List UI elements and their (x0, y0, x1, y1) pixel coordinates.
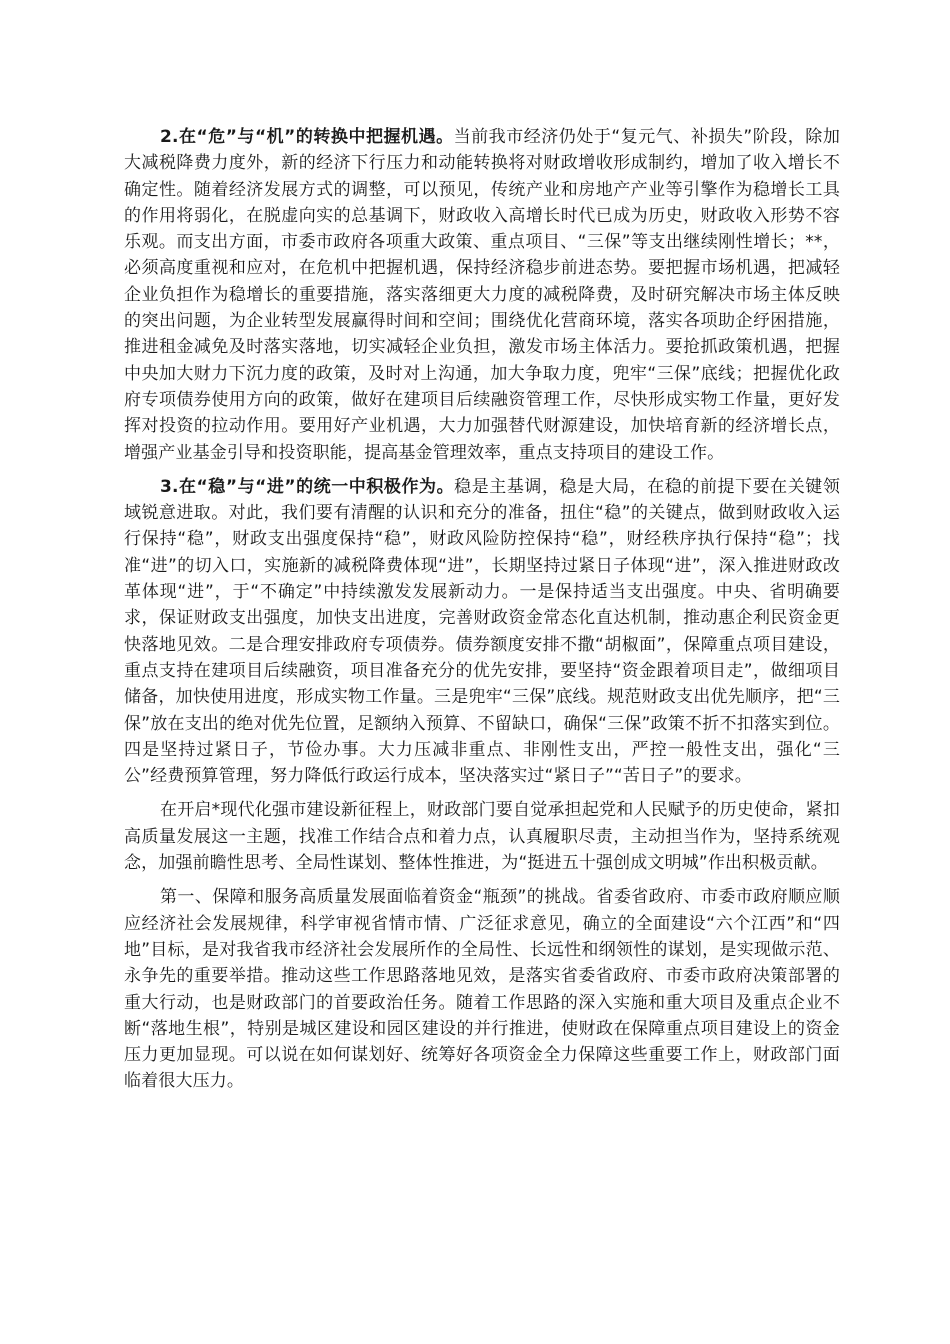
paragraph-heading: 2.在“危”与“机”的转换中把握机遇。 (160, 127, 454, 147)
paragraph-body: 当前我市经济仍处于“复元气、补损失”阶段，除加大减税降费力度外，新的经济下行压力和动能转换将对财政增收形成制约，增加了收入增长不确定性。随着经济发展方式的调整，可以预见，传统产业和房地产产业等引擎作为稳增长工具的作用将弱化，在脱虚向实的总基调下，财政收入高增长时代已成为历史，财政收入形势不容乐观。而支出方面，市委市政府各项重大政策、重点项目、“三保”等支出继续刚性增长；**，必须高度重视和应对，在危机中把握机遇，保持经济稳步前进态势。要把握市场机遇，把减轻企业负担作为稳增长的重要措施，落实落细更大力度的减税降费，及时研究解决市场主体反映的突出问题，为企业转型发展赢得时间和空间；围绕优化营商环境，落实各项助企纾困措施，推进租金减免及时落实落地，切实减轻企业负担，激发市场主体活力。要抢抓政策机遇，把握中央加大财力下沉力度的政策，及时对上沟通，加大争取力度，兜牢“三保”底线；把握优化政府专项债券使用方向的政策，做好在建项目后续融资管理工作，尽快形成实物工作量，更好发挥对投资的拉动作用。要用好产业机遇，大力加强替代财源建设，加快培育新的经济增长点，增强产业基金引导和投资职能，提高基金管理效率，重点支持项目的建设工作。 (124, 127, 840, 463)
paragraph-body: 在开启*现代化强市建设新征程上，财政部门要自觉承担起党和人民赋予的历史使命，紧扣高质量发展这一主题，找准工作结合点和着力点，认真履职尽责，主动担当作为，坚持系统观念，加强前瞻性思考、全局性谋划、整体性推进，为“挺进五十强创成文明城”作出积极贡献。 (124, 800, 840, 874)
paragraph-stability-progress (124, 474, 840, 790)
document-page (124, 124, 840, 1103)
paragraph-new-journey (124, 797, 840, 876)
paragraph-body: 稳是主基调，稳是大局，在稳的前提下要在关键领域锐意进取。对此，我们要有清醒的认识和充分的准备，扭住“稳”的关键点，做到财政收入运行保持“稳”，财政支出强度保持“稳”，财政风险防控保持“稳”，财经秩序执行保持“稳”；找准“进”的切入口，实施新的减税降费体现“进”，长期坚持过紧日子体现“进”，深入推进财政改革体现“进”，于“不确定”中持续激发发展新动力。一是保持适当支出强度。中央、省明确要求，保证财政支出强度，加快支出进度，完善财政资金常态化直达机制，推动惠企利民资金更快落地见效。二是合理安排政府专项债券。债券额度安排不撒“胡椒面”，保障重点项目建设，重点支持在建项目后续融资，项目准备充分的优先安排，要坚持“资金跟着项目走”，做细项目储备，加快使用进度，形成实物工作量。三是兜牢“三保”底线。规范财政支出优先顺序，把“三保”放在支出的绝对优先位置，足额纳入预算、不留缺口，确保“三保”政策不折不扣落实到位。四是坚持过紧日子，节俭办事。大力压减非重点、非刚性支出，严控一般性支出，强化“三公”经费预算管理，努力降低行政运行成本，坚决落实过“紧日子”“苦日子”的要求。 (124, 476, 840, 787)
paragraph-heading: 3.在“稳”与“进”的统一中积极作为。 (160, 476, 455, 497)
paragraph-risk-opportunity (124, 124, 840, 466)
paragraph-funding-challenge (124, 884, 840, 1094)
paragraph-body: 第一、保障和服务高质量发展面临着资金“瓶颈”的挑战。省委省政府、市委市政府顺应顺应经济社会发展规律，科学审视省情市情、广泛征求意见，确立的全面建设“六个江西”和“四地”目标，是对我省我市经济社会发展所作的全局性、长远性和纲领性的谋划，是实现做示范、永争先的重要举措。推动这些工作思路落地见效，是落实省委省政府、市委市政府决策部署的重大行动，也是财政部门的首要政治任务。随着工作思路的深入实施和重大项目及重点企业不断“落地生根”，特别是城区建设和园区建设的并行推进，使财政在保障重点项目建设上的资金压力更加显现。可以说在如何谋划好、统筹好各项资金全力保障这些重要工作上，财政部门面临着很大压力。 (124, 887, 840, 1092)
